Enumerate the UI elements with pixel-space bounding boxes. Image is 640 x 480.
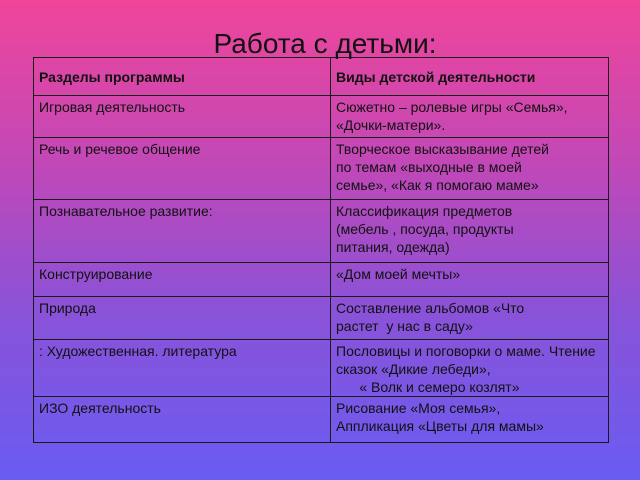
- section-cell: Игровая деятельность: [34, 96, 331, 138]
- table-row: [34, 263, 609, 297]
- activity-line: « Волк и семеро козлят»: [336, 379, 520, 395]
- activity-line: семье», «Как я помогаю маме»: [336, 177, 539, 193]
- activity-cell: [331, 263, 609, 297]
- activity-line: по темам «выходные в моей: [336, 159, 522, 175]
- activity-line: Составление альбомов «Что: [336, 300, 525, 316]
- activity-cell: [331, 340, 609, 397]
- section-cell: Познавательное развитие:: [34, 200, 331, 263]
- section-cell: : Художественная. литература: [34, 340, 331, 397]
- activity-line: растет у нас в саду»: [336, 318, 473, 334]
- activity-line: Классификация предметов: [336, 203, 513, 219]
- activity-line: Аппликация «Цветы для мамы»: [336, 418, 544, 434]
- table-row: [34, 200, 609, 263]
- program-table: [33, 57, 609, 443]
- slide-title: Работа с детьми:: [213, 28, 437, 59]
- activity-cell: [331, 138, 609, 200]
- section-cell: Конструирование: [34, 263, 331, 297]
- activity-line: «Дом моей мечты»: [336, 266, 461, 282]
- table-row: [34, 340, 609, 397]
- activity-line: Сюжетно – ролевые игры «Семья»,: [336, 99, 568, 115]
- activity-cell: [331, 297, 609, 340]
- activity-line: питания, одежда): [336, 239, 450, 255]
- table-header-row: [34, 58, 609, 96]
- section-cell: ИЗО деятельность: [34, 397, 331, 443]
- activity-line: Рисование «Моя семья»,: [336, 400, 501, 416]
- activity-cell: [331, 200, 609, 263]
- activity-line: Творческое высказывание детей: [336, 141, 549, 157]
- activity-cell: [331, 397, 609, 443]
- section-cell: Природа: [34, 297, 331, 340]
- activity-line: (мебель , посуда, продукты: [336, 221, 514, 237]
- activity-line: «Дочки-матери».: [336, 117, 446, 133]
- table-row: [34, 297, 609, 340]
- section-cell: Речь и речевое общение: [34, 138, 331, 200]
- activity-line: сказок «Дикие лебеди»,: [336, 361, 491, 377]
- table-row: [34, 96, 609, 138]
- header-activities: Виды детской деятельности: [331, 58, 609, 96]
- header-sections: Разделы программы: [34, 58, 331, 96]
- table-row: [34, 138, 609, 200]
- table-row: [34, 397, 609, 443]
- activity-line: Пословицы и поговорки о маме. Чтение: [336, 343, 596, 359]
- activity-cell: [331, 96, 609, 138]
